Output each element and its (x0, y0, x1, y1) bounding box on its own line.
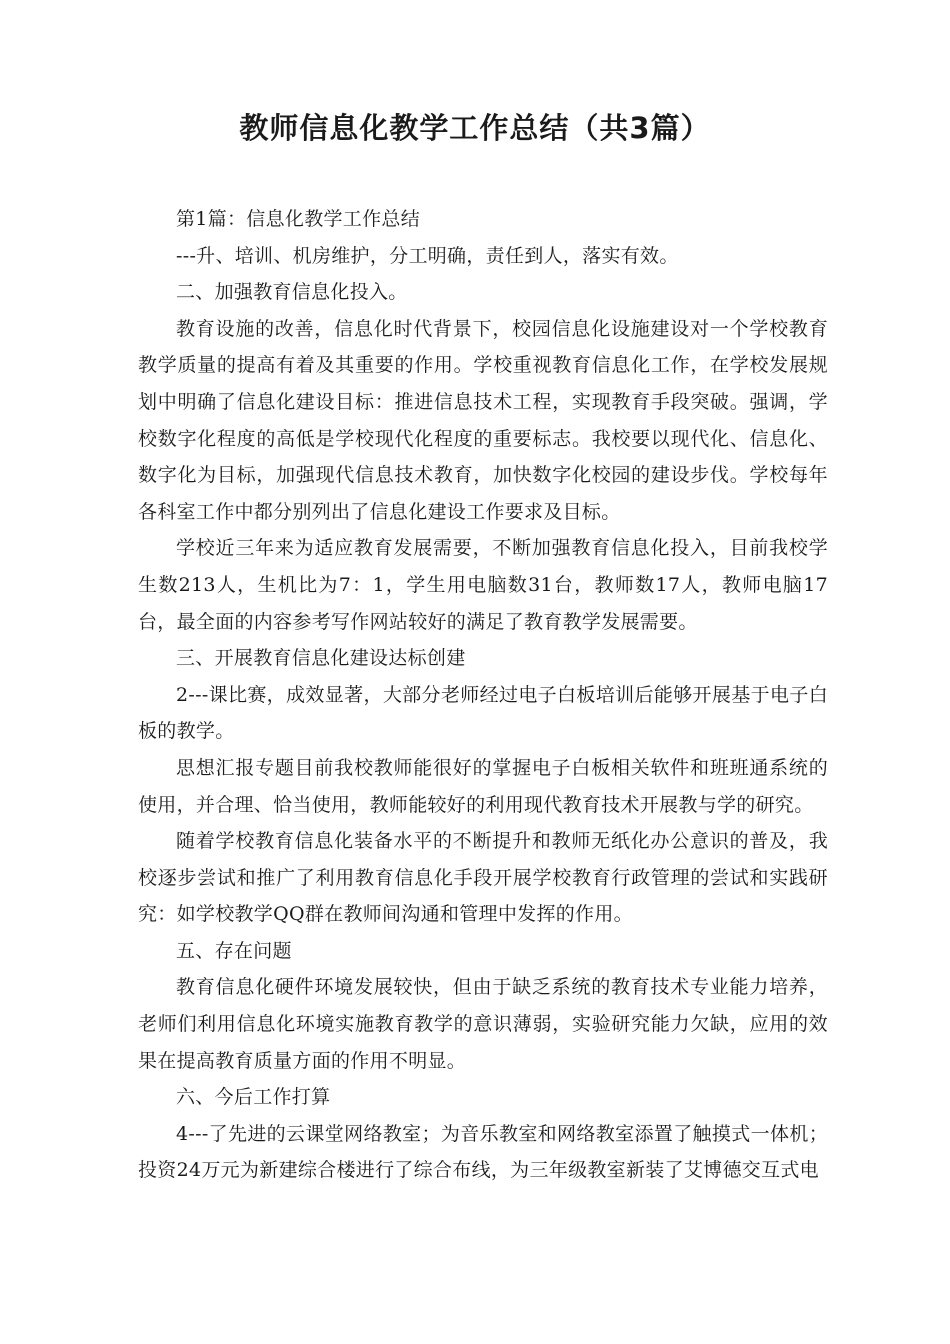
paragraph: 教育信息化硬件环境发展较快，但由于缺乏系统的教育技术专业能力培养，老师们利用信息化环境实施教育教学的意识薄弱，实验研究能力欠缺，应用的效果在提高教育质量方面的作用不明显。 (138, 976, 828, 1072)
section-heading: 三、开展教育信息化建设达标创建 (176, 647, 466, 670)
section-heading: 二、加强教育信息化投入。 (176, 281, 408, 304)
paragraph: 思想汇报专题目前我校教师能很好的掌握电子白板相关软件和班班通系统的使用，并合理、恰当使用，教师能较好的利用现代教育技术开展教与学的研究。 (138, 756, 828, 816)
paragraph: 教育设施的改善，信息化时代背景下，校园信息化设施建设对一个学校教育教学质量的提高有着及其重要的作用。学校重视教育信息化工作，在学校发展规划中明确了信息化建设目标：推进信息技术工程，实现教育手段突破。强调，学校数字化程度的高低是学校现代化程度的重要标志。我校要以现代化、信息化、数字化为目标，加强现代信息技术教育，加快数字化校园的建设步伐。学校每年各科室工作中都分别列出了信息化建设工作要求及目标。 (138, 317, 828, 523)
paragraph: 学校近三年来为适应教育发展需要，不断加强教育信息化投入，目前我校学生数213人，生机比为7：1，学生用电脑数31台，教师数17人，教师电脑17台，最全面的内容参考写作网站较好的满足了教育教学发展需要。 (138, 537, 828, 633)
paragraph: 2---课比赛，成效显著，大部分老师经过电子白板培训后能够开展基于电子白板的教学。 (138, 683, 828, 743)
section-heading: 第1篇：信息化教学工作总结 (176, 208, 420, 230)
section-heading: 六、今后工作打算 (176, 1086, 331, 1109)
document-body (138, 201, 828, 1189)
paragraph: 4---了先进的云课堂网络教室；为音乐教室和网络教室添置了触摸式一体机；投资24万元为新建综合楼进行了综合布线，为三年级教室新装了艾博德交互式电 (138, 1122, 828, 1182)
paragraph: 随着学校教育信息化装备水平的不断提升和教师无纸化办公意识的普及，我校逐步尝试和推广了利用教育信息化手段开展学校教育行政管理的尝试和实践研究：如学校教学QQ群在教师间沟通和管理中发挥的作用。 (138, 830, 828, 926)
section-heading: 五、存在问题 (176, 939, 292, 962)
document-title: 教师信息化教学工作总结（共3篇） (239, 111, 711, 145)
paragraph: ---升、培训、机房维护，分工明确，责任到人，落实有效。 (176, 244, 679, 267)
